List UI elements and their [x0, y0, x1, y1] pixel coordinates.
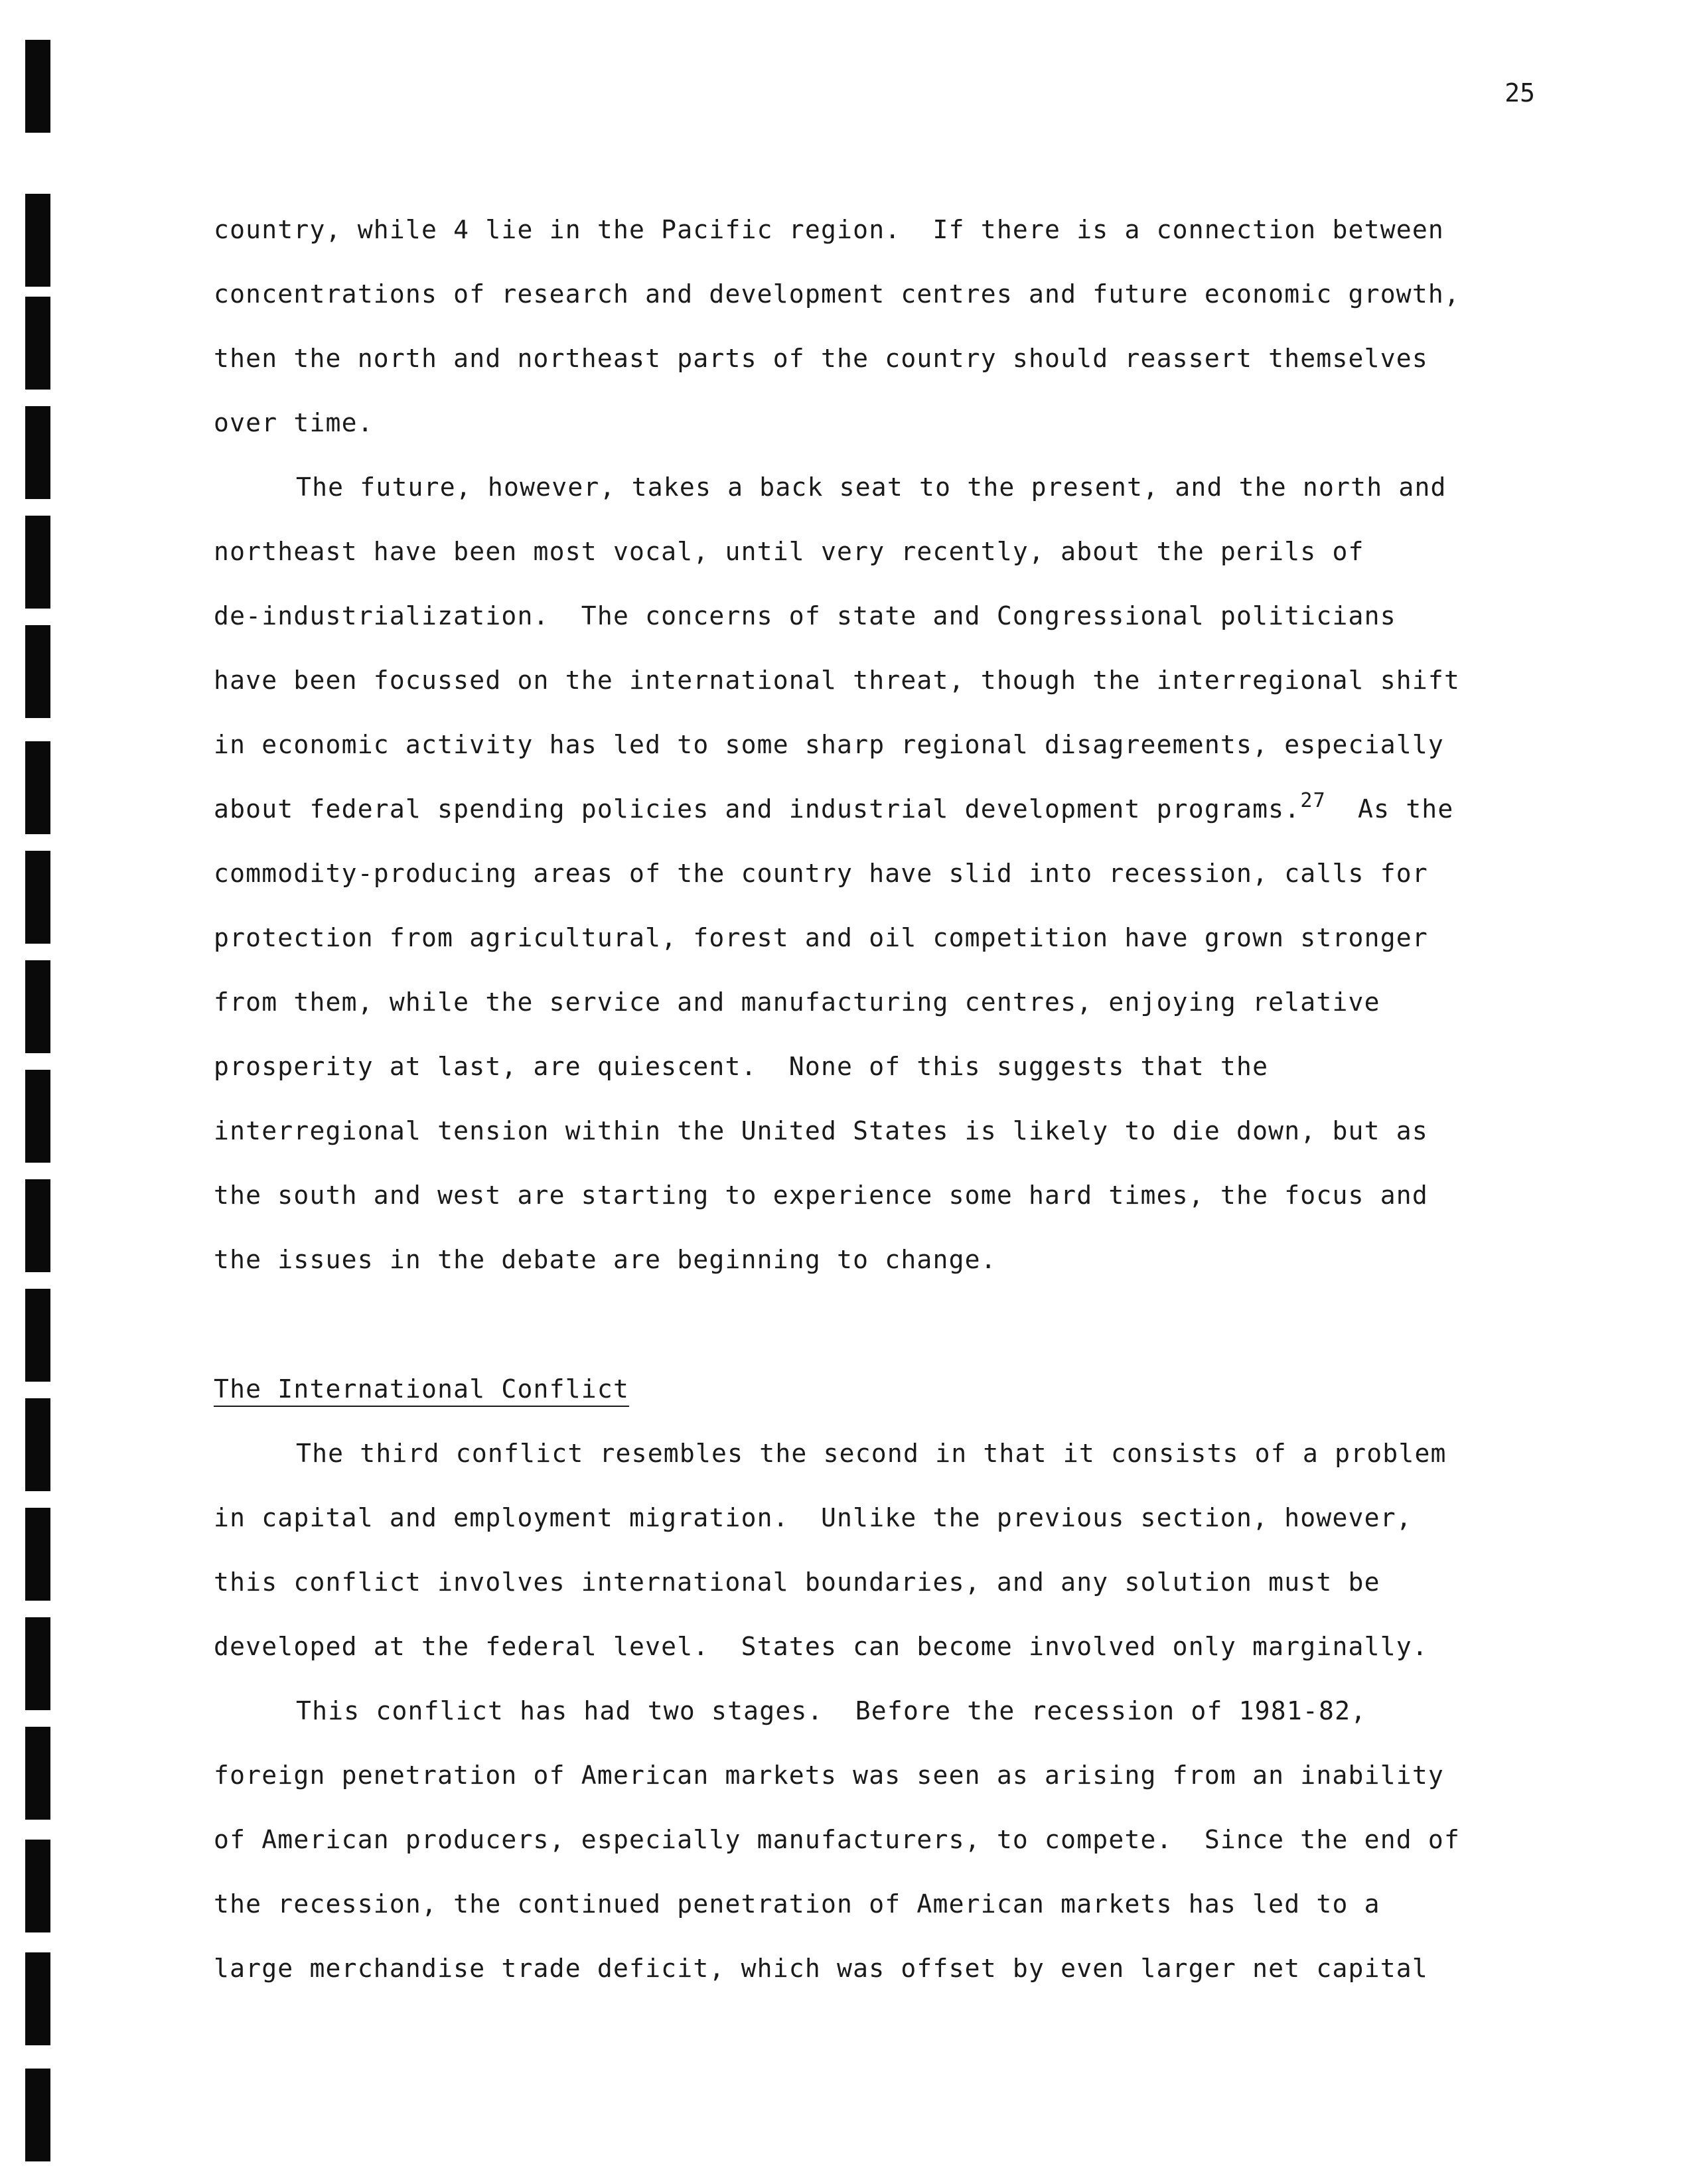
binding-punch-marks: [25, 0, 52, 2184]
punch-mark: [25, 1289, 50, 1382]
punch-mark: [25, 625, 50, 718]
text-line: The third conflict resembles the second in that it consists of a problem: [296, 1439, 1447, 1468]
punch-mark: [25, 406, 50, 499]
punch-mark: [25, 1840, 50, 1932]
paragraph: [214, 198, 1541, 455]
punch-mark: [25, 1617, 50, 1710]
text-line: prosperity at last, are quiescent. None of this suggests that the: [214, 1052, 1269, 1081]
punch-mark: [25, 741, 50, 834]
text-line: in economic activity has led to some sharp regional disagreements, especially: [214, 730, 1445, 759]
text-line: concentrations of research and development centres and future economic growth,: [214, 279, 1461, 309]
punch-mark: [25, 1070, 50, 1163]
punch-mark: [25, 960, 50, 1053]
text-line: the issues in the debate are beginning to change.: [214, 1245, 997, 1274]
text-line: in capital and employment migration. Unlike the previous section, however,: [214, 1503, 1412, 1532]
punch-mark: [25, 1398, 50, 1491]
text-line: country, while 4 lie in the Pacific region. If there is a connection between: [214, 215, 1445, 244]
text-line: the recession, the continued penetration of American markets has led to a: [214, 1889, 1380, 1919]
punch-mark: [25, 2069, 50, 2161]
text-line: foreign penetration of American markets was seen as arising from an inability: [214, 1761, 1445, 1790]
text-line: over time.: [214, 408, 374, 437]
text-line: large merchandise trade deficit, which was offset by even larger net capital: [214, 1954, 1428, 1983]
text-line: the south and west are starting to experience some hard times, the focus and: [214, 1181, 1428, 1210]
text-line: protection from agricultural, forest and oil competition have grown stronger: [214, 923, 1428, 952]
text-line: of American producers, especially manufacturers, to compete. Since the end of: [214, 1825, 1461, 1854]
body-text: [214, 198, 1541, 2001]
text-line: have been focussed on the international threat, though the interregional shift: [214, 666, 1461, 695]
text-line: de-industrialization. The concerns of state and Congressional politicians: [214, 601, 1396, 630]
punch-mark: [25, 40, 50, 133]
section-heading-text: The International Conflict: [214, 1374, 630, 1404]
text-line: commodity-producing areas of the country have slid into recession, calls for: [214, 859, 1428, 888]
paragraph: [214, 455, 1541, 1292]
footnote-reference: 27: [1300, 789, 1326, 812]
text-line: developed at the federal level. States can become involved only marginally.: [214, 1632, 1428, 1661]
text-span: As the: [1325, 794, 1454, 824]
punch-mark: [25, 1508, 50, 1601]
paragraph: [214, 1421, 1541, 1679]
section-gap: [214, 1292, 1541, 1357]
punch-mark: [25, 1727, 50, 1820]
page-number: 25: [1504, 78, 1535, 108]
text-span: about federal spending policies and industrial development programs.: [214, 794, 1301, 824]
text-line: from them, while the service and manufacturing centres, enjoying relative: [214, 987, 1380, 1017]
text-line: northeast have been most vocal, until very recently, about the perils of: [214, 537, 1364, 566]
section-heading: [214, 1357, 1541, 1421]
punch-mark: [25, 516, 50, 609]
text-line-with-footnote: [214, 777, 1541, 841]
punch-mark: [25, 297, 50, 390]
text-line: interregional tension within the United States is likely to die down, but as: [214, 1116, 1428, 1145]
punch-mark: [25, 194, 50, 287]
text-line: this conflict involves international boundaries, and any solution must be: [214, 1567, 1380, 1597]
punch-mark: [25, 851, 50, 944]
paragraph: [214, 1679, 1541, 2001]
punch-mark: [25, 1952, 50, 2045]
text-line: This conflict has had two stages. Before the recession of 1981-82,: [296, 1696, 1367, 1725]
text-line: then the north and northeast parts of the country should reassert themselves: [214, 344, 1428, 373]
punch-mark: [25, 1179, 50, 1272]
text-line: The future, however, takes a back seat to the present, and the north and: [296, 473, 1447, 502]
